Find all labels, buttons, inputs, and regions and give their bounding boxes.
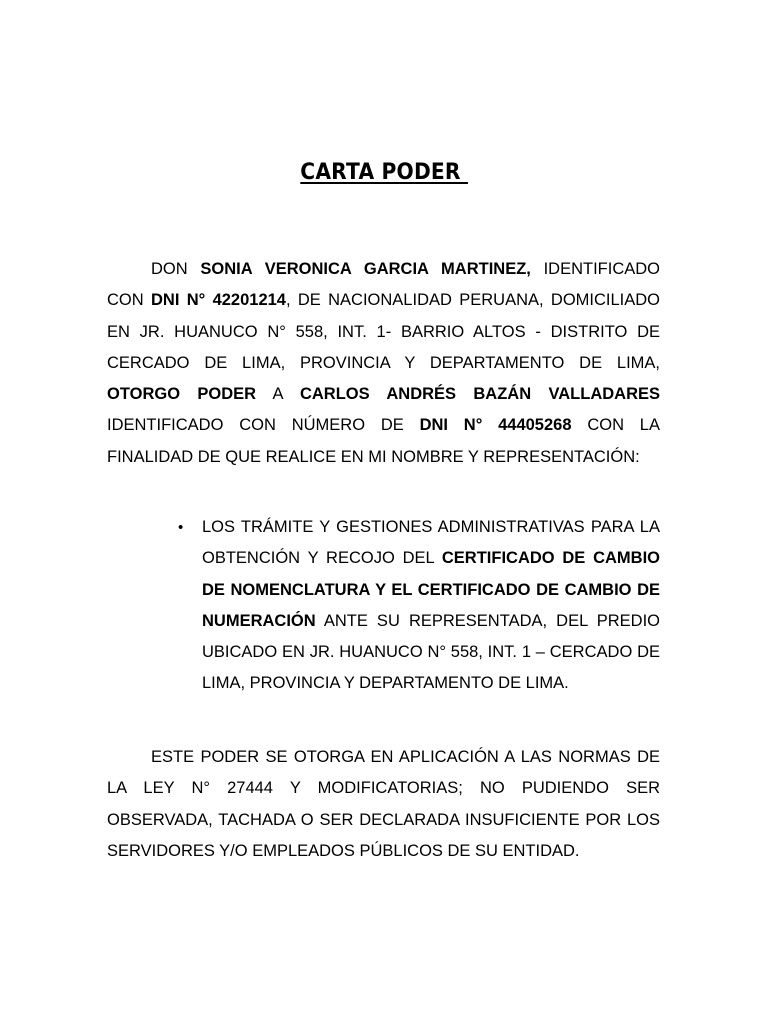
grant-text-4: A: [256, 385, 300, 404]
list-item-text-1: LOS TRÁMITE Y GESTIONES ADMINISTRATIVAS PARA LA OBTENCIÓN Y RECOJO DEL: [202, 518, 660, 568]
grant-text-3: , DE NACIONALIDAD PERUANA, DOMICILIADO EN JR. HUANUCO N° 558, INT. 1- BARRIO ALTOS - DISTRITO DE CERCADO DE LIMA, PROVINCIA Y DEPARTAMENTO DE LIMA,: [107, 291, 660, 372]
attorney-name: CARLOS ANDRÉS BAZÁN VALLADARES: [299, 385, 660, 404]
bullet-icon: •: [178, 519, 184, 536]
legal-basis-text: ESTE PODER SE OTORGA EN APLICACIÓN A LAS NORMAS DE LA LEY N° 27444 Y MODIFICATORIAS; NO PUDIENDO SER OBSERVADA, TACHADA O SER DECLARADA INSUFICIENTE POR LOS SERVIDORES Y/O EMPLEADOS PÚBLICOS DE SU ENTIDAD.: [107, 748, 660, 860]
grant-text-5: IDENTIFICADO CON NÚMERO DE: [107, 416, 420, 435]
grant-text-1: DON: [151, 260, 201, 278]
grant-paragraph: [107, 254, 660, 473]
attorney-dni: DNI N° 44405268: [419, 416, 572, 435]
grantor-name: SONIA VERONICA GARCIA MARTINEZ,: [200, 260, 531, 278]
grant-text-6: CON LA FINALIDAD DE QUE REALICE EN MI NOMBRE Y REPRESENTACIÓN:: [107, 416, 660, 466]
list-item-text-2: ANTE SU REPRESENTADA, DEL PREDIO UBICADO EN JR. HUANUCO N° 558, INT. 1 – CERCADO DE LIMA, PROVINCIA Y DEPARTAMENTO DE LIMA.: [202, 611, 660, 693]
grant-text-2: IDENTIFICADO CON: [107, 260, 661, 310]
legal-basis-paragraph: [107, 742, 660, 867]
document-title: [0, 160, 768, 185]
grant-power-phrase: OTORGO PODER: [107, 385, 257, 404]
grantor-dni: DNI N° 42201214: [151, 291, 286, 310]
list-item-certificates: CERTIFICADO DE CAMBIO DE NOMENCLATURA Y EL CERTIFICADO DE CAMBIO DE NUMERACIÓN: [202, 549, 660, 630]
document-title-text: CARTA PODER: [300, 160, 468, 185]
list-item: [202, 512, 660, 700]
